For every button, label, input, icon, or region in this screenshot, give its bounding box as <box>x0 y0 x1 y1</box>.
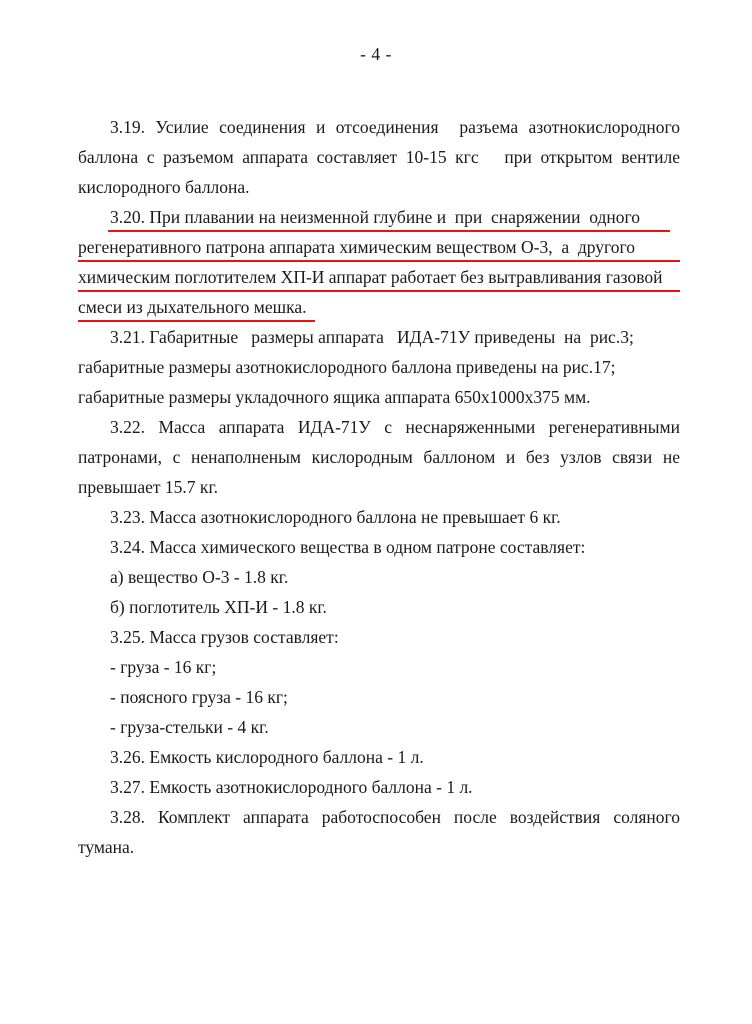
page-number: - 4 - <box>360 44 392 64</box>
red-underline-2 <box>78 260 680 262</box>
paragraph-3-20-line-1: 3.20. При плавании на неизменной глубине и при снаряжении одного <box>110 207 640 227</box>
paragraph-3-21-line-3: габаритные размеры укладочного ящика аппарата 650х1000х375 мм. <box>78 387 591 407</box>
paragraph-3-27: 3.27. Емкость азотнокислородного баллона - 1 л. <box>110 777 473 797</box>
paragraph-3-20-line-3: химическим поглотителем ХП-И аппарат работает без вытравливания газовой <box>78 267 663 287</box>
document-body <box>78 112 685 862</box>
paragraph-3-28: 3.28. Комплект аппарата работоспособен после воздействия соляного тумана. <box>78 807 685 857</box>
paragraph-3-26: 3.26. Емкость кислородного баллона - 1 л. <box>110 747 424 767</box>
list-item-3-25-c: - груза-стельки - 4 кг. <box>110 717 269 737</box>
list-item-3-25-a: - груза - 16 кг; <box>110 657 217 677</box>
list-item-3-25-b: - поясного груза - 16 кг; <box>110 687 288 707</box>
list-item-3-24-a: а) вещество О-3 - 1.8 кг. <box>110 567 289 587</box>
paragraph-3-21-block <box>78 322 680 412</box>
paragraph-3-19: 3.19. Усилие соединения и отсоединения разъема азотнокислородного баллона с разъемом аппарата составляет 10-15 кгс при открытом вентиле кислородного баллона. <box>78 117 685 197</box>
paragraph-3-21-line-2: габаритные размеры азотнокислородного баллона приведены на рис.17; <box>78 357 616 377</box>
paragraph-3-20-block <box>78 202 680 322</box>
paragraph-3-22: 3.22. Масса аппарата ИДА-71У с неснаряженными регенеративными патронами, с ненаполненым кислородным баллоном и без узлов связи не превышает 15.7 кг. <box>78 417 685 497</box>
paragraph-3-24: 3.24. Масса химического вещества в одном патроне составляет: <box>110 537 586 557</box>
paragraph-3-20-line-2: регенеративного патрона аппарата химическим веществом О-3, а другого <box>78 237 636 257</box>
paragraph-3-25: 3.25. Масса грузов составляет: <box>110 627 339 647</box>
list-item-3-24-b: б) поглотитель ХП-И - 1.8 кг. <box>110 597 327 617</box>
red-underline-1 <box>108 230 670 232</box>
paragraph-3-21-line-1: 3.21. Габаритные размеры аппарата ИДА-71У приведены на рис.3; <box>110 327 634 347</box>
red-underline-3 <box>78 290 680 292</box>
red-underline-4 <box>78 320 315 322</box>
paragraph-3-23: 3.23. Масса азотнокислородного баллона не превышает 6 кг. <box>110 507 561 527</box>
paragraph-3-20-line-4: смеси из дыхательного мешка. <box>78 297 307 317</box>
